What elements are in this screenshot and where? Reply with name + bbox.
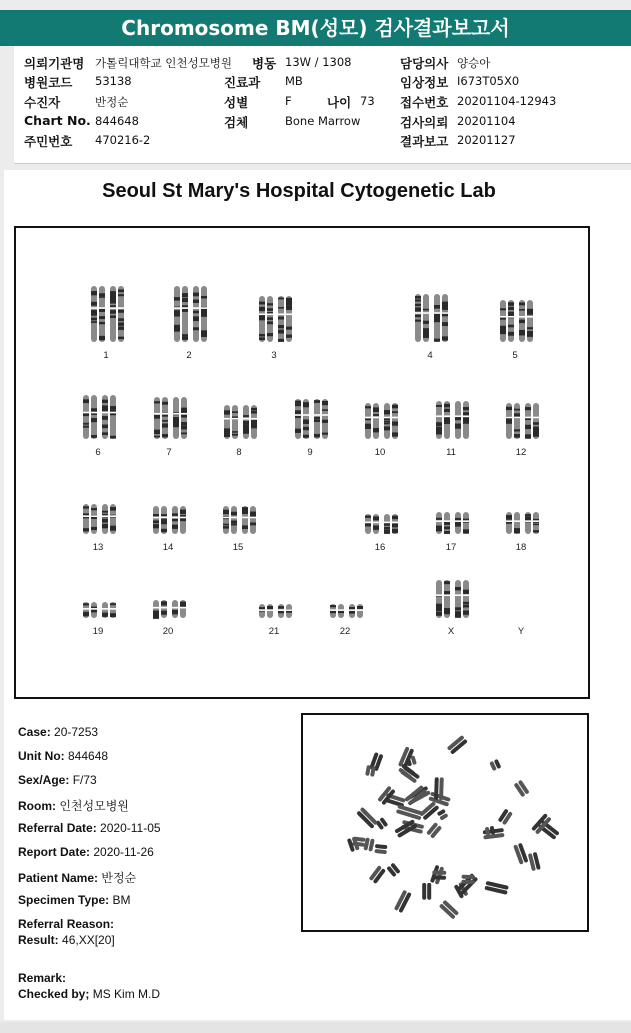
chromosome-pair-6 <box>80 393 116 441</box>
chromosome-label-12: 12 <box>515 447 527 458</box>
institution-value: 가톨릭대학교 인천성모병원 <box>95 56 232 70</box>
sexage-row <box>18 773 97 787</box>
metaphase-image <box>301 713 589 932</box>
specimen-type-value: BM <box>112 893 131 907</box>
resident-no-label: 주민번호 <box>24 134 73 149</box>
chromosome-pair-16 <box>362 512 398 536</box>
checked-row <box>18 987 160 1001</box>
request-date-label: 검사의뢰 <box>400 115 449 130</box>
room-label: Room: <box>18 799 56 813</box>
referral-reason-label: Referral Reason: <box>18 917 115 931</box>
report-title: Chromosome BM(성모) 검사결과보고서 <box>0 10 631 46</box>
hospital-code-label: 병원코드 <box>24 75 73 90</box>
chromosome-label-8: 8 <box>236 447 242 458</box>
patient-value: 반정순 <box>101 871 137 885</box>
receipt-no-label: 접수번호 <box>400 95 449 110</box>
ward-value: 13W / 1308 <box>285 55 352 69</box>
checked-value: MS Kim M.D <box>92 987 161 1001</box>
chromosome-pair-21 <box>256 602 292 620</box>
remark-row <box>18 971 66 985</box>
result-row <box>18 933 115 947</box>
receipt-no-value: 20201104-12943 <box>457 94 557 108</box>
chromosome-pair-20 <box>150 598 186 620</box>
chromosome-pair-8 <box>221 403 257 441</box>
chromosome-label-17: 17 <box>445 542 457 553</box>
sex-label: 성별 <box>224 95 249 110</box>
age-label: 나이 <box>327 95 352 110</box>
ward-label: 병동 <box>252 56 277 71</box>
case-label: Case: <box>18 725 51 739</box>
chromosome-pair-12 <box>503 401 539 441</box>
chart-no-value: 844648 <box>95 114 139 128</box>
unit-row <box>18 749 108 763</box>
referral-date-value: 2020-11-05 <box>100 821 161 835</box>
chromosome-pair-15 <box>220 504 256 536</box>
chromosome-pair-9 <box>292 397 328 441</box>
checked-label: Checked by; <box>18 987 90 1001</box>
chromosome-label-4: 4 <box>427 350 433 361</box>
chromosome-pair-2 <box>171 284 207 344</box>
chromosome-pair-14 <box>150 504 186 536</box>
room-row <box>18 797 129 814</box>
department-value: MB <box>285 74 303 88</box>
request-date-value: 20201104 <box>457 114 516 128</box>
chromosome-label-y: Y <box>517 626 525 637</box>
chromosome-label-16: 16 <box>374 542 386 553</box>
result-label: Result: <box>18 933 59 947</box>
referral-date-label: Referral Date: <box>18 821 97 835</box>
chromosome-pair-10 <box>362 401 398 441</box>
metaphase-spread-graphic <box>303 715 587 930</box>
chromosome-label-19: 19 <box>92 626 104 637</box>
chromosome-pair-3 <box>256 294 292 344</box>
report-date-value: 20201127 <box>457 133 516 147</box>
chromosome-label-15: 15 <box>232 542 244 553</box>
chromosome-pair-4 <box>412 292 448 344</box>
chromosome-label-3: 3 <box>271 350 277 361</box>
report-date-row <box>18 845 154 859</box>
referral-date-row <box>18 821 161 835</box>
specimen-label: 검체 <box>224 115 249 130</box>
sex-value: F <box>285 94 292 108</box>
report-date-value2: 2020-11-26 <box>93 845 154 859</box>
chromosome-pair-5 <box>497 298 533 344</box>
report-date-label: 결과보고 <box>400 134 449 149</box>
chromosome-pair-22 <box>327 602 363 620</box>
chromosome-label-9: 9 <box>307 447 313 458</box>
chromosome-pair-1 <box>88 284 124 344</box>
chromosome-label-10: 10 <box>374 447 386 458</box>
chromosome-pair-7 <box>151 395 187 441</box>
report-date-label2: Report Date: <box>18 845 91 859</box>
hospital-code-value: 53138 <box>95 74 132 88</box>
lab-title: Seoul St Mary's Hospital Cytogenetic Lab <box>102 180 496 202</box>
chromosome-pair-17 <box>433 510 469 536</box>
remark-label: Remark: <box>18 971 67 985</box>
unit-label: Unit No: <box>18 749 65 763</box>
chromosome-label-11: 11 <box>446 447 456 458</box>
chromosome-label-x: X <box>447 626 455 637</box>
department-label: 진료과 <box>224 75 261 90</box>
age-value: 73 <box>360 94 375 108</box>
doctor-value: 양승아 <box>457 56 491 70</box>
chromosome-pair-11 <box>433 399 469 441</box>
resident-no-value: 470216-2 <box>95 133 151 147</box>
chromosome-pair-x <box>433 578 469 620</box>
chromosome-label-22: 22 <box>339 626 351 637</box>
chromosome-pair-18 <box>503 510 539 536</box>
chromosome-label-5: 5 <box>512 350 518 361</box>
sexage-label: Sex/Age: <box>18 773 70 787</box>
patient-row <box>18 869 136 886</box>
bottom-strip <box>0 1022 631 1033</box>
report-page <box>4 170 631 1020</box>
doctor-label: 담당의사 <box>400 56 449 71</box>
case-row <box>18 725 98 739</box>
chromosome-label-14: 14 <box>162 542 174 553</box>
chromosome-label-13: 13 <box>92 542 104 553</box>
chart-no-label: Chart No. <box>24 113 91 128</box>
referral-reason-row <box>18 917 114 931</box>
clinical-info-label: 임상정보 <box>400 75 449 90</box>
unit-value: 844648 <box>68 749 109 763</box>
sexage-value: F/73 <box>72 773 97 787</box>
chromosome-label-2: 2 <box>186 350 192 361</box>
specimen-type-label: Specimen Type: <box>18 893 110 907</box>
clinical-info-value: I673T05X0 <box>457 74 520 88</box>
karyogram <box>14 226 590 699</box>
chromosome-pair-19 <box>80 600 116 620</box>
chromosome-label-18: 18 <box>515 542 527 553</box>
recipient-value: 반정순 <box>95 95 129 109</box>
chromosome-label-6: 6 <box>95 447 101 458</box>
chromosome-pair-13 <box>80 502 116 536</box>
specimen-type-row <box>18 893 130 907</box>
chromosome-label-20: 20 <box>162 626 174 637</box>
chromosome-label-1: 1 <box>103 350 109 361</box>
patient-label: Patient Name: <box>18 871 99 885</box>
institution-label: 의뢰기관명 <box>24 56 85 71</box>
chromosome-label-21: 21 <box>268 626 280 637</box>
result-value: 46,XX[20] <box>62 933 115 947</box>
specimen-value: Bone Marrow <box>285 114 361 128</box>
chromosome-label-7: 7 <box>166 447 172 458</box>
room-value: 인천성모병원 <box>59 799 129 813</box>
patient-info-panel <box>14 46 631 164</box>
recipient-label: 수진자 <box>24 95 61 110</box>
case-value: 20-7253 <box>54 725 99 739</box>
